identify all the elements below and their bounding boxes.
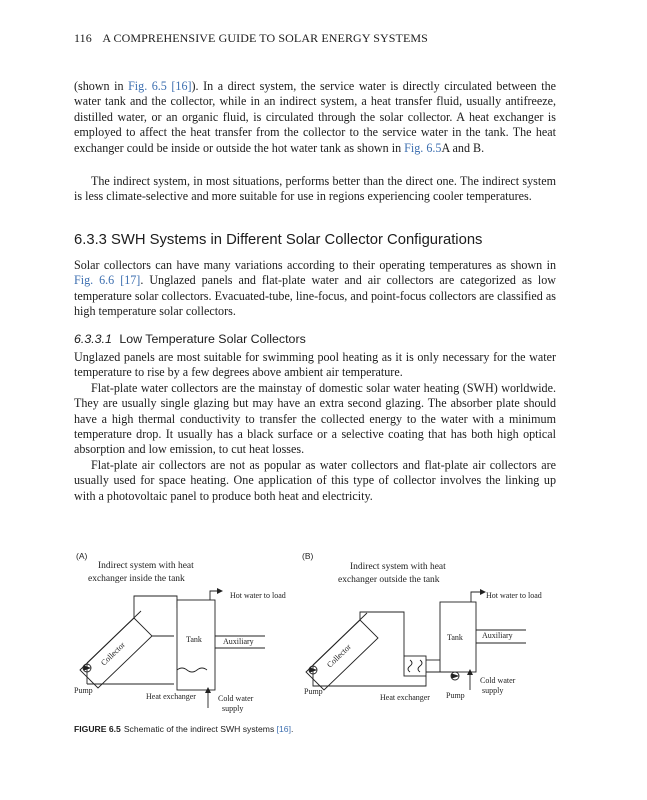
paragraph-text: Flat-plate water collectors are the mainstay of domestic solar water heating (SWH) worldwide. They are usually single glazing but may have an extra second glazing. The absorber plate should have a high thermal conductivity to transfer the collected energy to the water with a minimum temperature drop. It usually has a black surface or a selective coating that has both high optical absorption and low emission, to cut heat losses. — [74, 380, 556, 457]
paragraph-text: Flat-plate air collectors are not as popular as water collectors and flat-plate air collectors are usually used for space heating. One application of this type of collector involves the linking up with a photovoltaic panel to produce both heat and electricity. — [74, 457, 556, 503]
tank-label: Tank — [447, 633, 463, 642]
figure-caption — [74, 724, 293, 734]
caption-end: . — [290, 724, 294, 734]
auxiliary-label: Auxiliary — [223, 637, 254, 646]
running-title: A COMPREHENSIVE GUIDE TO SOLAR ENERGY SYSTEMS — [102, 31, 428, 45]
subsection-number: 6.3.3.1 — [74, 332, 112, 346]
text-run: ). In a direct system, the service water is directly circulated between the water tank and the collector, while in an indirect system, a heat transfer fluid, usually antifreeze, distilled water, or an organic fluid, is circulated through the solar collector. A heat exchanger is employed to affect the heat transfer from the collector to the service water in the tank. The heat exchanger could be inside or outside the hot water tank as shown in — [74, 79, 557, 155]
storage-tank — [177, 600, 215, 690]
text-run: A and B. — [441, 140, 485, 155]
cold-water-label-2: supply — [482, 686, 504, 695]
subsection-heading — [74, 332, 306, 346]
hot-water-pipe — [471, 592, 480, 602]
body-paragraph-1 — [74, 79, 556, 156]
figure-link[interactable]: Fig. 6.6 [17] — [74, 273, 141, 288]
pump-symbol — [451, 672, 459, 680]
panel-a-title-2: exchanger inside the tank — [88, 574, 185, 584]
paragraph-text: Unglazed panels are most suitable for swimming pool heating as it is only necessary for the water temperature to rise by a few degrees above ambient air temperature. — [74, 350, 556, 380]
panel-b-title-1: Indirect system with heat — [350, 562, 446, 572]
subsection-title: Low Temperature Solar Collectors — [119, 332, 306, 346]
section-heading: 6.3.3 SWH Systems in Different Solar Collector Configurations — [74, 232, 483, 248]
caption-text: Schematic of the indirect SWH systems — [123, 724, 277, 734]
panel-a-title-1: Indirect system with heat — [98, 561, 194, 571]
caption-label: FIGURE 6.5 — [74, 724, 121, 734]
tank-label: Tank — [186, 635, 202, 644]
hot-water-label: Hot water to load — [486, 591, 542, 600]
hot-water-label: Hot water to load — [230, 591, 286, 600]
body-paragraph-2 — [74, 174, 556, 205]
panel-a-letter: (A) — [76, 551, 88, 561]
pipe — [134, 596, 177, 618]
hot-water-pipe — [210, 591, 217, 600]
cold-water-label-1: Cold water — [480, 676, 516, 685]
collector-label: Collector — [325, 642, 353, 670]
collector-label: Collector — [99, 640, 127, 668]
paragraph-text: The indirect system, in most situations, performs better than the direct one. The indirect system is less climate-selective and more suitable for use in regions experiencing cooler temperatures. — [74, 174, 556, 204]
heat-exchanger-label: Heat exchanger — [380, 693, 430, 702]
caption-reference-link[interactable]: [16] — [276, 724, 291, 734]
heat-exchanger-label: Heat exchanger — [146, 692, 196, 701]
pump-right-label: Pump — [446, 691, 465, 700]
auxiliary-label: Auxiliary — [482, 631, 513, 640]
panel-b-letter: (B) — [302, 551, 314, 561]
cold-water-label-1: Cold water — [218, 694, 254, 703]
running-header — [74, 31, 428, 46]
page-number: 116 — [74, 31, 92, 45]
body-paragraph-3 — [74, 258, 556, 320]
pump-left-label: Pump — [304, 687, 323, 696]
panel-b-title-2: exchanger outside the tank — [338, 575, 440, 585]
text-run: Solar collectors can have many variations according to their operating temperatures as shown in — [74, 258, 556, 272]
body-paragraphs-low-temp — [74, 350, 556, 504]
heat-exchanger-box — [404, 656, 426, 676]
figure-6-5 — [74, 548, 556, 718]
panel-b — [302, 551, 542, 702]
text-run: (shown in — [74, 79, 129, 93]
panel-a — [74, 551, 286, 713]
cold-water-label-2: supply — [222, 704, 244, 713]
figure-link[interactable]: Fig. 6.5 [16] — [128, 79, 192, 93]
pump-label: Pump — [74, 686, 93, 695]
text-run: . Unglazed panels and flat-plate water and air collectors are categorized as low temperature solar collectors. Evacuated-tube, line-focus, and point-focus collectors are classified as high temperature solar collectors. — [74, 273, 557, 319]
figure-link[interactable]: Fig. 6.5 — [404, 140, 442, 155]
